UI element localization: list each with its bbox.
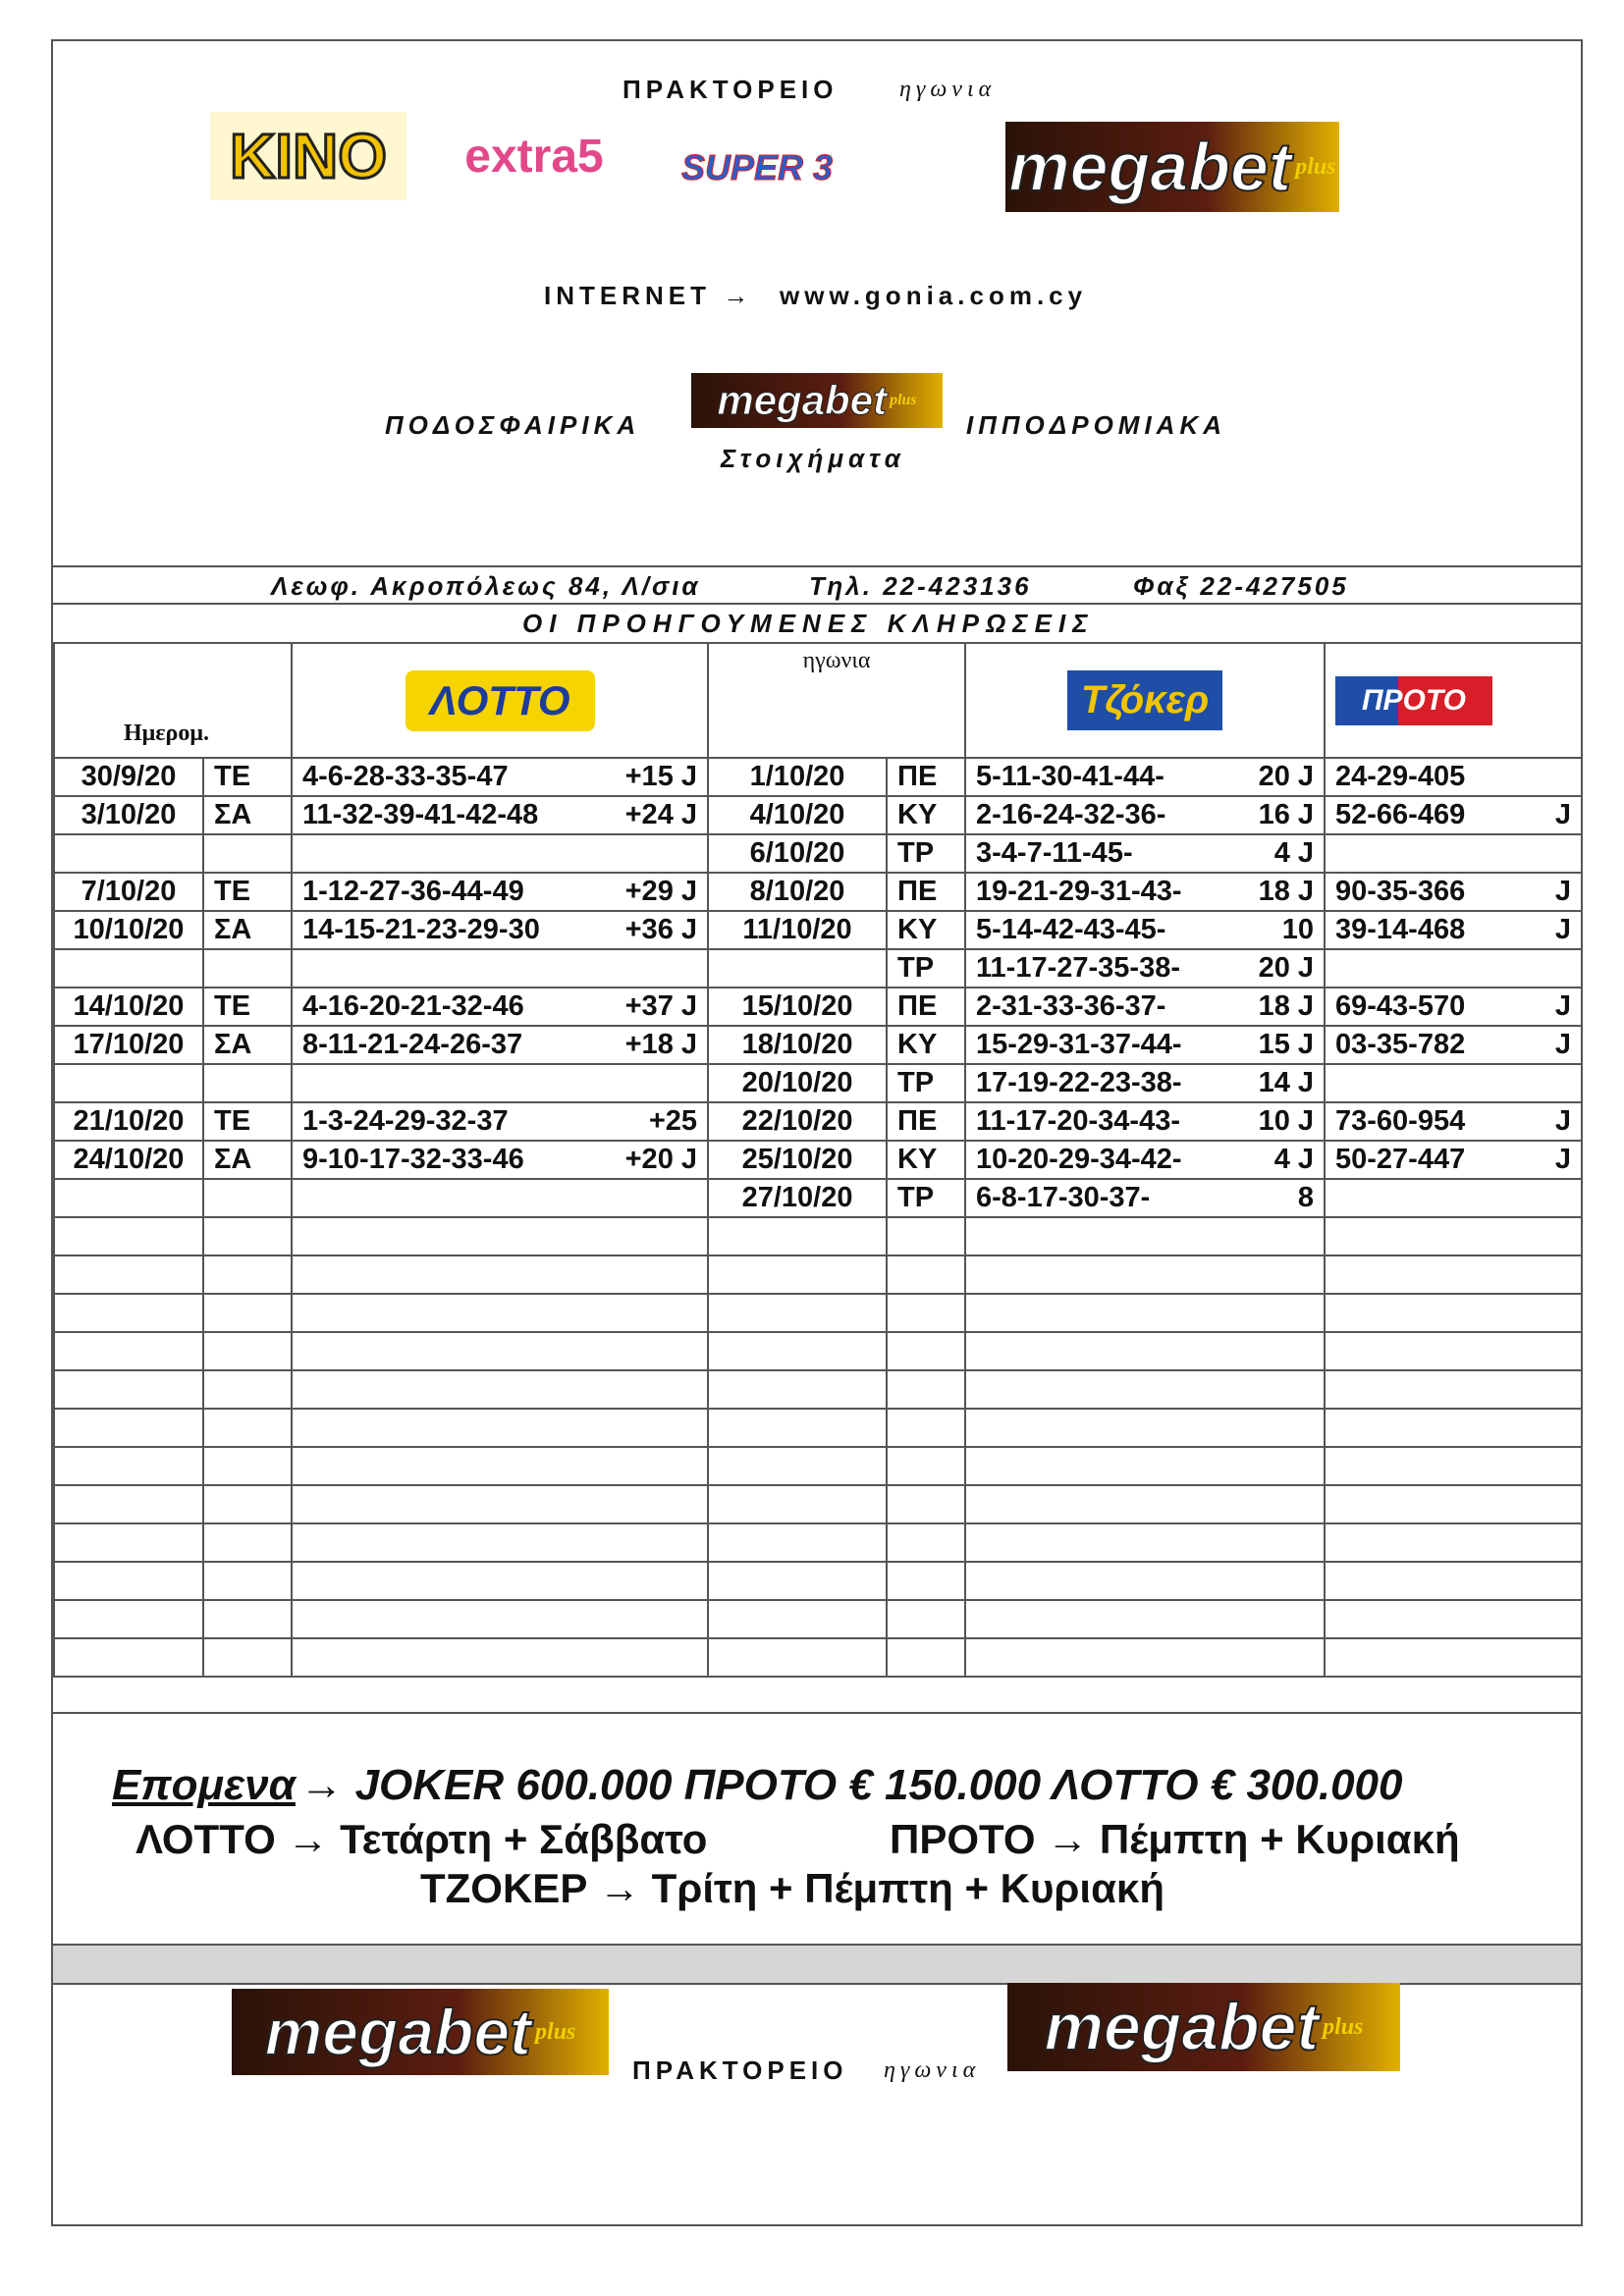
joker-numbers xyxy=(965,758,1325,796)
lotto-date xyxy=(54,1600,203,1638)
joker-joker-flag: 18 J xyxy=(1258,990,1315,1022)
lotto-day xyxy=(203,1447,292,1485)
joker-date: 15/10/20 xyxy=(708,988,887,1026)
address: Λεωφ. Ακροπόλεως 84, Λ/σια xyxy=(271,571,701,601)
joker-draw: 6-8-17-30-37- xyxy=(976,1182,1151,1213)
joker-joker-flag: 18 J xyxy=(1258,876,1315,907)
lotto-numbers xyxy=(292,1409,708,1447)
joker-date: 27/10/20 xyxy=(708,1179,887,1217)
joker-joker-flag: 20 J xyxy=(1258,952,1315,984)
lotto-draw: 14-15-21-23-29-30 xyxy=(302,914,540,945)
joker-date: 1/10/20 xyxy=(708,758,887,796)
lotto-numbers xyxy=(292,1332,708,1370)
proto-numbers xyxy=(1325,1562,1582,1600)
proto-days: ΠΡΟΤΟ → Πέμπτη + Κυριακή xyxy=(890,1816,1460,1862)
proto-numbers xyxy=(1325,1294,1582,1332)
joker-day xyxy=(887,1638,965,1677)
lotto-numbers xyxy=(292,1638,708,1677)
lotto-draw: 8-11-21-24-26-37 xyxy=(302,1029,523,1060)
lotto-day: ΤΕ xyxy=(203,988,292,1026)
table-row xyxy=(54,1370,1582,1409)
gonia-header: ηγωνια xyxy=(708,643,965,758)
joker-numbers xyxy=(965,834,1325,873)
proto-numbers xyxy=(1325,1332,1582,1370)
lotto-numbers xyxy=(292,1064,708,1102)
proto-numbers xyxy=(1325,1026,1582,1064)
draws-table xyxy=(53,642,1583,1678)
joker-day: ΚΥ xyxy=(887,911,965,949)
lotto-date xyxy=(54,1447,203,1485)
joker-joker-flag: 10 J xyxy=(1258,1105,1315,1137)
table-row xyxy=(54,758,1582,796)
joker-day xyxy=(887,1294,965,1332)
lotto-day: ΤΕ xyxy=(203,758,292,796)
joker-numbers xyxy=(965,1217,1325,1255)
lotto-numbers xyxy=(292,1523,708,1562)
lotto-joker-flag: +36 J xyxy=(624,914,698,945)
kino-logo: KINO xyxy=(210,112,406,200)
joker-day: ΠΕ xyxy=(887,873,965,911)
joker-numbers xyxy=(965,796,1325,834)
section-title: ΟΙ ΠΡΟΗΓΟΥΜΕΝΕΣ ΚΛΗΡΩΣΕΙΣ xyxy=(522,609,1095,638)
lotto-date xyxy=(54,1638,203,1677)
joker-joker-flag: 4 J xyxy=(1273,1144,1315,1175)
joker-date xyxy=(708,1332,887,1370)
proto-numbers xyxy=(1325,1179,1582,1217)
lotto-date xyxy=(54,1523,203,1562)
proto-numbers xyxy=(1325,1141,1582,1179)
lotto-date xyxy=(54,1562,203,1600)
joker-day: ΚΥ xyxy=(887,1141,965,1179)
lotto-date xyxy=(54,1294,203,1332)
lotto-numbers xyxy=(292,988,708,1026)
megabet-logo-mid: megabet plus xyxy=(691,373,943,428)
lotto-date xyxy=(54,1332,203,1370)
lotto-draw: 1-3-24-29-32-37 xyxy=(302,1105,509,1137)
joker-numbers xyxy=(965,1255,1325,1294)
lotto-date: 17/10/20 xyxy=(54,1026,203,1064)
joker-numbers xyxy=(965,1332,1325,1370)
joker-draw: 2-31-33-36-37- xyxy=(976,990,1166,1022)
lotto-date xyxy=(54,1217,203,1255)
lotto-joker-flag: +15 J xyxy=(624,761,698,792)
table-row xyxy=(54,1141,1582,1179)
next-label: Επομενα xyxy=(112,1761,296,1809)
joker-day xyxy=(887,1409,965,1447)
internet-label: INTERNET → xyxy=(544,281,754,310)
lotto-joker-flag: +25 xyxy=(648,1105,698,1137)
joker-date: 4/10/20 xyxy=(708,796,887,834)
joker-numbers xyxy=(965,1064,1325,1102)
joker-numbers xyxy=(965,1294,1325,1332)
page-frame xyxy=(51,39,1583,2226)
table-row xyxy=(54,911,1582,949)
lotto-day xyxy=(203,1370,292,1409)
lotto-day: ΤΕ xyxy=(203,1102,292,1141)
joker-numbers xyxy=(965,949,1325,988)
joker-draw: 17-19-22-23-38- xyxy=(976,1067,1182,1098)
lotto-numbers xyxy=(292,949,708,988)
lotto-day xyxy=(203,1179,292,1217)
joker-day xyxy=(887,1600,965,1638)
lotto-day: ΣΑ xyxy=(203,1026,292,1064)
joker-date xyxy=(708,1600,887,1638)
lotto-joker-flag: +24 J xyxy=(624,799,698,830)
table-row xyxy=(54,796,1582,834)
joker-date xyxy=(708,1294,887,1332)
lotto-day xyxy=(203,1255,292,1294)
lotto-day: ΣΑ xyxy=(203,1141,292,1179)
proto-draw: 52-66-469 xyxy=(1335,799,1466,830)
lotto-date: 24/10/20 xyxy=(54,1141,203,1179)
joker-day: ΚΥ xyxy=(887,1026,965,1064)
lotto-joker-flag: +29 J xyxy=(624,876,698,907)
horse-label: ΙΠΠΟΔΡΟΜΙΑΚΑ xyxy=(966,410,1227,440)
joker-day xyxy=(887,1485,965,1523)
table-row xyxy=(54,1179,1582,1217)
joker-numbers xyxy=(965,1179,1325,1217)
lotto-date xyxy=(54,834,203,873)
lotto-day xyxy=(203,1600,292,1638)
lotto-day: ΤΕ xyxy=(203,873,292,911)
divider xyxy=(53,603,1581,605)
joker-day: ΠΕ xyxy=(887,758,965,796)
joker-date: 8/10/20 xyxy=(708,873,887,911)
joker-date: 22/10/20 xyxy=(708,1102,887,1141)
lotto-date xyxy=(54,1485,203,1523)
joker-joker-flag: 16 J xyxy=(1258,799,1315,830)
lotto-numbers xyxy=(292,911,708,949)
date-header: Ημερομ. xyxy=(54,643,292,758)
table-row xyxy=(54,1255,1582,1294)
lotto-draw: 9-10-17-32-33-46 xyxy=(302,1144,524,1175)
lotto-day xyxy=(203,834,292,873)
joker-joker-flag: 20 J xyxy=(1258,761,1315,792)
lotto-date xyxy=(54,1255,203,1294)
joker-date xyxy=(708,1255,887,1294)
joker-date xyxy=(708,1562,887,1600)
joker-day: ΤΡ xyxy=(887,1064,965,1102)
table-header-row xyxy=(54,643,1582,758)
joker-date xyxy=(708,949,887,988)
joker-logo-cell xyxy=(965,643,1325,758)
joker-numbers xyxy=(965,1370,1325,1409)
table-row xyxy=(54,949,1582,988)
lotto-numbers xyxy=(292,758,708,796)
lotto-numbers xyxy=(292,1447,708,1485)
proto-numbers xyxy=(1325,758,1582,796)
proto-numbers xyxy=(1325,1638,1582,1677)
super3-logo: SUPER 3 xyxy=(680,147,834,187)
proto-joker-flag: J xyxy=(1554,914,1572,945)
lotto-numbers xyxy=(292,1370,708,1409)
joker-date xyxy=(708,1409,887,1447)
joker-draw: 5-14-42-43-45- xyxy=(976,914,1166,945)
joker-draw: 15-29-31-37-44- xyxy=(976,1029,1182,1060)
table-row xyxy=(54,834,1582,873)
joker-draw: 11-17-27-35-38- xyxy=(976,952,1180,984)
joker-day: ΠΕ xyxy=(887,1102,965,1141)
proto-numbers xyxy=(1325,1255,1582,1294)
proto-numbers xyxy=(1325,1523,1582,1562)
joker-draw: 2-16-24-32-36- xyxy=(976,799,1166,830)
lotto-day xyxy=(203,1485,292,1523)
joker-numbers xyxy=(965,1102,1325,1141)
joker-numbers xyxy=(965,1485,1325,1523)
lotto-numbers xyxy=(292,1600,708,1638)
lotto-logo-cell xyxy=(292,643,708,758)
lotto-date: 7/10/20 xyxy=(54,873,203,911)
joker-joker-flag: 8 xyxy=(1297,1182,1315,1213)
lotto-date: 10/10/20 xyxy=(54,911,203,949)
proto-numbers xyxy=(1325,1600,1582,1638)
megabet-logo-top: megabet plus xyxy=(1005,122,1339,212)
proto-joker-flag: J xyxy=(1554,876,1572,907)
joker-date xyxy=(708,1638,887,1677)
proto-draw: 24-29-405 xyxy=(1335,761,1466,792)
proto-numbers xyxy=(1325,1064,1582,1102)
joker-numbers xyxy=(965,988,1325,1026)
joker-numbers xyxy=(965,873,1325,911)
proto-numbers xyxy=(1325,796,1582,834)
joker-numbers xyxy=(965,1026,1325,1064)
proto-numbers xyxy=(1325,1409,1582,1447)
table-row xyxy=(54,1638,1582,1677)
joker-day: ΤΡ xyxy=(887,834,965,873)
lotto-day xyxy=(203,1409,292,1447)
proto-joker-flag: J xyxy=(1554,990,1572,1022)
proto-joker-flag: J xyxy=(1554,1105,1572,1137)
lotto-day xyxy=(203,1294,292,1332)
football-label: ΠΟΔΟΣΦΑΙΡΙΚΑ xyxy=(385,410,641,440)
joker-date xyxy=(708,1485,887,1523)
joker-date xyxy=(708,1447,887,1485)
joker-numbers xyxy=(965,1562,1325,1600)
joker-date: 6/10/20 xyxy=(708,834,887,873)
lotto-day xyxy=(203,1064,292,1102)
lotto-numbers xyxy=(292,796,708,834)
joker-date: 20/10/20 xyxy=(708,1064,887,1102)
fax: Φαξ 22-427505 xyxy=(1133,571,1349,601)
lotto-numbers xyxy=(292,1026,708,1064)
joker-joker-flag: 14 J xyxy=(1258,1067,1315,1098)
joker-joker-flag: 4 J xyxy=(1273,837,1315,869)
joker-logo: Τζόκερ xyxy=(1067,670,1222,730)
joker-draw: 19-21-29-31-43- xyxy=(976,876,1182,907)
joker-numbers xyxy=(965,1447,1325,1485)
proto-numbers xyxy=(1325,1102,1582,1141)
table-row xyxy=(54,1332,1582,1370)
joker-days: ΤΖΟΚΕΡ → Τρίτη + Πέμπτη + Κυριακή xyxy=(420,1865,1164,1911)
lotto-day xyxy=(203,949,292,988)
lotto-numbers xyxy=(292,1141,708,1179)
table-row xyxy=(54,1523,1582,1562)
proto-logo: ΠΡΟΤΟ xyxy=(1335,676,1492,725)
lotto-draw: 4-16-20-21-32-46 xyxy=(302,990,524,1022)
joker-day: ΤΡ xyxy=(887,1179,965,1217)
lotto-joker-flag: +37 J xyxy=(624,990,698,1022)
lotto-date xyxy=(54,949,203,988)
lotto-day xyxy=(203,1217,292,1255)
proto-numbers xyxy=(1325,1447,1582,1485)
joker-draw: 11-17-20-34-43- xyxy=(976,1105,1180,1137)
lotto-numbers xyxy=(292,1179,708,1217)
table-row xyxy=(54,1409,1582,1447)
proto-numbers xyxy=(1325,834,1582,873)
joker-numbers xyxy=(965,911,1325,949)
lotto-numbers xyxy=(292,1485,708,1523)
lotto-days: ΛΟΤΤΟ → Τετάρτη + Σάββατο xyxy=(135,1816,708,1862)
joker-joker-flag: 15 J xyxy=(1258,1029,1315,1060)
lotto-day xyxy=(203,1562,292,1600)
proto-joker-flag: J xyxy=(1554,799,1572,830)
proto-draw: 50-27-447 xyxy=(1335,1144,1466,1175)
footer-agency-label: ΠΡΑΚΤΟΡΕΙΟ xyxy=(632,2056,848,2085)
lotto-joker-flag: +20 J xyxy=(624,1144,698,1175)
lotto-day xyxy=(203,1523,292,1562)
proto-numbers xyxy=(1325,1217,1582,1255)
proto-numbers xyxy=(1325,949,1582,988)
next-jackpots: → JOKER 600.000 ΠΡΟΤΟ € 150.000 ΛΟΤΤΟ € 300.000 xyxy=(299,1761,1403,1809)
joker-numbers xyxy=(965,1141,1325,1179)
joker-numbers xyxy=(965,1523,1325,1562)
lotto-day xyxy=(203,1638,292,1677)
lotto-date xyxy=(54,1064,203,1102)
grey-band xyxy=(53,1944,1581,1985)
joker-day xyxy=(887,1255,965,1294)
joker-date xyxy=(708,1217,887,1255)
megabet-logo-footer-left: megabet plus xyxy=(232,1989,609,2075)
table-row xyxy=(54,1102,1582,1141)
footer-agency-name: ηγωνια xyxy=(884,2057,981,2083)
lotto-numbers xyxy=(292,1217,708,1255)
table-row xyxy=(54,1064,1582,1102)
lotto-draw: 11-32-39-41-42-48 xyxy=(302,799,539,830)
lotto-date: 21/10/20 xyxy=(54,1102,203,1141)
proto-numbers xyxy=(1325,873,1582,911)
joker-draw: 5-11-30-41-44- xyxy=(976,761,1164,792)
proto-joker-flag: J xyxy=(1554,1029,1572,1060)
joker-day xyxy=(887,1523,965,1562)
table-row xyxy=(54,1026,1582,1064)
table-row xyxy=(54,873,1582,911)
table-row xyxy=(54,1600,1582,1638)
joker-day xyxy=(887,1562,965,1600)
joker-date xyxy=(708,1523,887,1562)
table-row xyxy=(54,988,1582,1026)
joker-joker-flag: 10 xyxy=(1281,914,1315,945)
lotto-date xyxy=(54,1370,203,1409)
lotto-day xyxy=(203,1332,292,1370)
website-link[interactable]: www.gonia.com.cy xyxy=(780,281,1088,310)
proto-numbers xyxy=(1325,1485,1582,1523)
lotto-date: 30/9/20 xyxy=(54,758,203,796)
joker-date: 25/10/20 xyxy=(708,1141,887,1179)
proto-numbers xyxy=(1325,1370,1582,1409)
lotto-logo: ΛΟΤΤΟ xyxy=(406,670,595,731)
joker-day: ΤΡ xyxy=(887,949,965,988)
megabet-logo-footer-right: megabet plus xyxy=(1007,1983,1400,2071)
joker-draw: 10-20-29-34-42- xyxy=(976,1144,1182,1175)
lotto-numbers xyxy=(292,1294,708,1332)
bets-label: Στοιχήματα xyxy=(721,444,905,473)
joker-date: 18/10/20 xyxy=(708,1026,887,1064)
joker-draw: 3-4-7-11-45- xyxy=(976,837,1133,869)
joker-day xyxy=(887,1370,965,1409)
joker-numbers xyxy=(965,1638,1325,1677)
agency-name: ηγωνια xyxy=(899,77,997,102)
proto-draw: 69-43-570 xyxy=(1335,990,1466,1022)
lotto-joker-flag: +18 J xyxy=(624,1029,698,1060)
lotto-date xyxy=(54,1179,203,1217)
proto-logo-cell xyxy=(1325,643,1582,758)
joker-date xyxy=(708,1370,887,1409)
lotto-day: ΣΑ xyxy=(203,796,292,834)
lotto-draw: 4-6-28-33-35-47 xyxy=(302,761,509,792)
table-row xyxy=(54,1294,1582,1332)
joker-day xyxy=(887,1447,965,1485)
table-row xyxy=(54,1562,1582,1600)
proto-numbers xyxy=(1325,911,1582,949)
table-row xyxy=(54,1485,1582,1523)
lotto-numbers xyxy=(292,834,708,873)
divider xyxy=(53,565,1581,567)
extra5-logo: extra5 xyxy=(464,130,604,183)
proto-draw: 03-35-782 xyxy=(1335,1029,1466,1060)
joker-numbers xyxy=(965,1409,1325,1447)
phone: Τηλ. 22-423136 xyxy=(809,571,1032,601)
lotto-day: ΣΑ xyxy=(203,911,292,949)
proto-joker-flag: J xyxy=(1554,1144,1572,1175)
lotto-numbers xyxy=(292,873,708,911)
lotto-draw: 1-12-27-36-44-49 xyxy=(302,876,524,907)
next-line-1 xyxy=(112,1761,1526,1810)
joker-day: ΠΕ xyxy=(887,988,965,1026)
joker-day xyxy=(887,1217,965,1255)
lotto-date: 3/10/20 xyxy=(54,796,203,834)
proto-numbers xyxy=(1325,988,1582,1026)
table-row xyxy=(54,1217,1582,1255)
joker-numbers xyxy=(965,1600,1325,1638)
lotto-date: 14/10/20 xyxy=(54,988,203,1026)
proto-draw: 90-35-366 xyxy=(1335,876,1466,907)
divider xyxy=(53,1712,1581,1714)
joker-day: ΚΥ xyxy=(887,796,965,834)
lotto-numbers xyxy=(292,1255,708,1294)
proto-draw: 73-60-954 xyxy=(1335,1105,1466,1137)
table-row xyxy=(54,1447,1582,1485)
lotto-numbers xyxy=(292,1562,708,1600)
joker-day xyxy=(887,1332,965,1370)
lotto-date xyxy=(54,1409,203,1447)
agency-label: ΠΡΑΚΤΟΡΕΙΟ xyxy=(623,75,839,104)
lotto-numbers xyxy=(292,1102,708,1141)
joker-date: 11/10/20 xyxy=(708,911,887,949)
proto-draw: 39-14-468 xyxy=(1335,914,1466,945)
